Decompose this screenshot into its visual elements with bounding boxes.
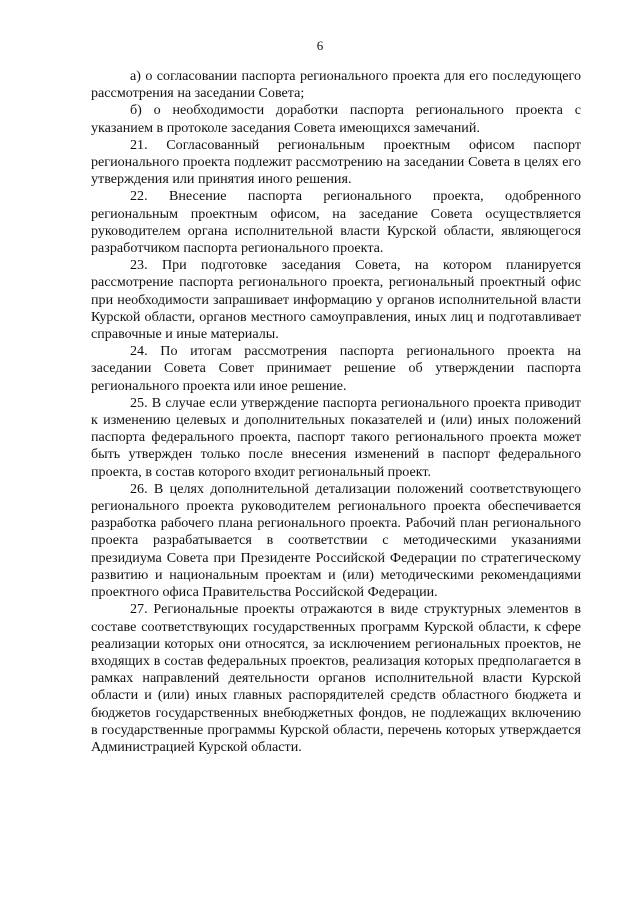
paragraph-23: 23. При подготовке заседания Совета, на котором планируется рассмотрение паспорта регионального проекта, региональный проектный офис при необходимости запрашивает информацию у органов исполнительной власти Курской области, органов местного самоуправления, иных лиц и подготавливает справочные и иные материалы. (91, 257, 581, 343)
paragraph-25: 25. В случае если утверждение паспорта регионального проекта приводит к изменению целевых и дополнительных показателей и (или) иных положений паспорта федерального проекта, паспорт такого регионального проекта может быть утвержден только после внесения изменений в паспорт федерального проекта, в состав которого входит региональный проект. (91, 394, 581, 480)
paragraph-26: 26. В целях дополнительной детализации положений соответствующего регионального проекта руководителем регионального проекта обеспечивается разработка рабочего плана регионального проекта. Рабочий план регионального проекта разрабатывается в соответствии с методическими указаниями президиума Совета при Президенте Российской Федерации по стратегическому развитию и национальным проектам и (или) методическими рекомендациями проектного офиса Правительства Российской Федерации. (91, 480, 581, 601)
paragraph-b: б) о необходимости доработки паспорта регионального проекта с указанием в протоколе заседания Совета имеющихся замечаний. (91, 102, 581, 136)
paragraph-21: 21. Согласованный региональным проектным офисом паспорт регионального проекта подлежит рассмотрению на заседании Совета в целях его утверждения или принятия иного решения. (91, 136, 581, 188)
paragraph-22: 22. Внесение паспорта регионального проекта, одобренного региональным проектным офисом, на заседание Совета осуществляется руководителем органа исполнительной власти Курской области, являющегося разработчиком паспорта регионального проекта. (91, 188, 581, 257)
paragraph-a: а) о согласовании паспорта регионального проекта для его последующего рассмотрения на заседании Совета; (91, 68, 581, 102)
paragraph-24: 24. По итогам рассмотрения паспорта регионального проекта на заседании Совета Совет принимает решение об утверждении паспорта регионального проекта или иное решение. (91, 343, 581, 394)
paragraph-27: 27. Региональные проекты отражаются в виде структурных элементов в составе соответствующих государственных программ Курской области, к сфере реализации которых они относятся, за исключением региональных проектов, не входящих в состав федеральных проектов, реализация которых предполагается в рамках направлений деятельности органов исполнительной власти Курской области и (или) иных главных распорядителей средств областного бюджета и бюджетов государственных внебюджетных фондов, не подлежащих включению в государственные программы Курской области, перечень которых утверждается Администрацией Курской области. (91, 601, 581, 755)
document-body (91, 68, 581, 756)
page-number: 6 (316, 38, 324, 53)
